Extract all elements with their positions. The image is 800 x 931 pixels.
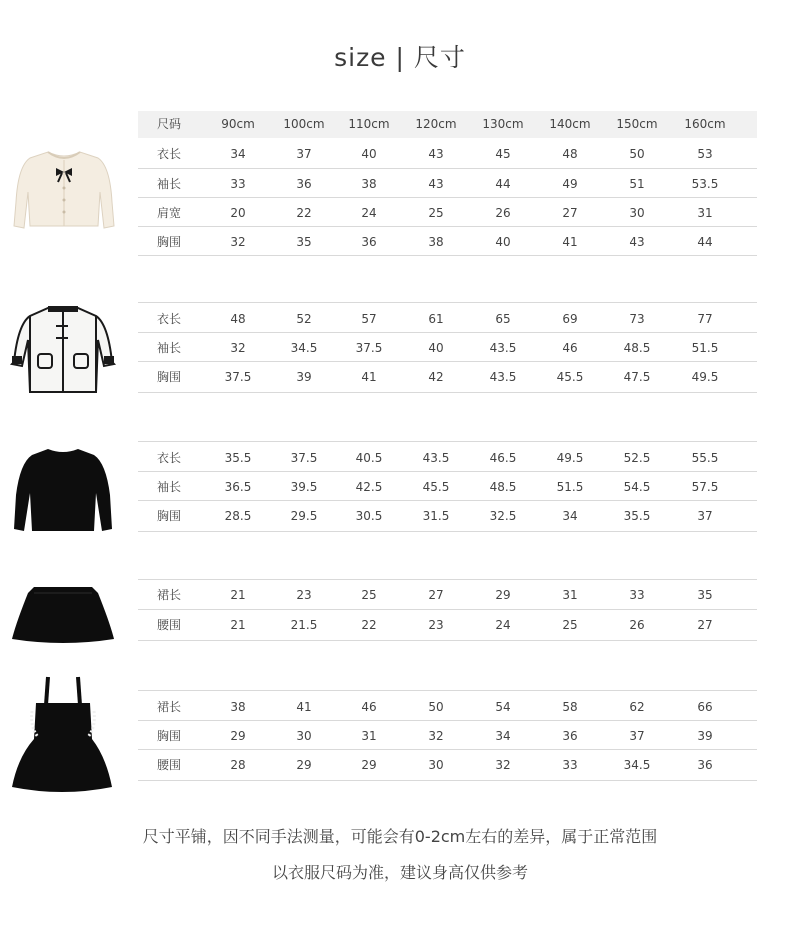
size-value-cell: 29: [495, 588, 511, 602]
size-value-cell: 55.5: [691, 451, 719, 465]
size-value-cell: 52.5: [623, 451, 651, 465]
size-value-cell: 48.5: [489, 480, 517, 494]
size-value-cell: 65: [495, 312, 511, 326]
size-value-cell: 27: [562, 206, 578, 220]
size-value-cell: 27: [697, 618, 713, 632]
pinafore-dress-image: [10, 675, 114, 793]
size-value-cell: 43.5: [422, 451, 450, 465]
size-value-cell: 43: [428, 177, 444, 191]
size-value-cell: 37: [629, 729, 645, 743]
size-value-cell: 36.5: [224, 480, 252, 494]
size-value-cell: 51.5: [691, 341, 719, 355]
size-value-cell: 35.5: [224, 451, 252, 465]
size-row: [138, 362, 757, 393]
size-value-cell: 28: [230, 758, 246, 772]
size-value-cell: 34.5: [290, 341, 318, 355]
size-value-cell: 31: [361, 729, 377, 743]
size-value-cell: 43: [428, 147, 444, 161]
row-label: 肩宽: [156, 206, 181, 220]
size-value-cell: 30: [629, 206, 645, 220]
size-value-cell: 51.5: [556, 480, 584, 494]
size-value-cell: 62: [629, 700, 645, 714]
header-cell: 130cm: [482, 117, 524, 131]
size-value-cell: 27: [428, 588, 444, 602]
size-value-cell: 33: [629, 588, 645, 602]
size-value-cell: 54: [495, 700, 511, 714]
size-value-cell: 53: [697, 147, 713, 161]
size-row: [138, 750, 757, 781]
size-value-cell: 35: [296, 235, 312, 249]
size-value-cell: 32: [428, 729, 444, 743]
size-value-cell: 35: [697, 588, 713, 602]
size-value-cell: 37.5: [290, 451, 318, 465]
row-label: 衣长: [156, 451, 181, 465]
size-value-cell: 36: [562, 729, 578, 743]
size-value-cell: 36: [296, 177, 312, 191]
size-value-cell: 31: [562, 588, 578, 602]
size-value-cell: 22: [296, 206, 312, 220]
size-row: [138, 198, 757, 227]
size-value-cell: 31.5: [422, 509, 450, 523]
size-value-cell: 30.5: [355, 509, 383, 523]
size-value-cell: 42.5: [355, 480, 383, 494]
footer-note-2: 以衣服尺码为准，建议身高仅供参考: [271, 863, 528, 882]
size-row: [138, 333, 757, 362]
size-value-cell: 30: [428, 758, 444, 772]
size-value-cell: 46: [361, 700, 377, 714]
size-value-cell: 23: [296, 588, 312, 602]
size-row: [138, 721, 757, 750]
footer-note-1: 尺寸平铺，因不同手法测量，可能会有0-2cm左右的差异，属于正常范围: [142, 827, 658, 846]
size-value-cell: 39: [296, 370, 312, 384]
size-value-cell: 41: [562, 235, 578, 249]
size-value-cell: 36: [697, 758, 713, 772]
group-divider: [138, 441, 757, 442]
size-value-cell: 49.5: [556, 451, 584, 465]
size-row: [138, 304, 757, 333]
size-value-cell: 22: [361, 618, 377, 632]
size-row: [138, 692, 757, 721]
size-value-cell: 32.5: [489, 509, 517, 523]
size-value-cell: 34: [495, 729, 511, 743]
size-value-cell: 40.5: [355, 451, 383, 465]
skirt-image: [10, 583, 116, 645]
row-label: 胸围: [156, 235, 181, 249]
size-value-cell: 40: [361, 147, 377, 161]
row-label: 袖长: [156, 341, 181, 355]
size-value-cell: 36: [361, 235, 377, 249]
size-value-cell: 57: [361, 312, 377, 326]
size-value-cell: 38: [230, 700, 246, 714]
size-value-cell: 35.5: [623, 509, 651, 523]
size-value-cell: 30: [296, 729, 312, 743]
header-cell: 尺码: [156, 117, 181, 131]
row-label: 胸围: [156, 370, 181, 384]
quilted-jacket-image: [8, 304, 118, 400]
size-value-cell: 24: [361, 206, 377, 220]
size-value-cell: 25: [361, 588, 377, 602]
row-label: 衣长: [156, 147, 181, 161]
size-value-cell: 52: [296, 312, 312, 326]
size-value-cell: 54.5: [623, 480, 651, 494]
size-value-cell: 69: [562, 312, 578, 326]
size-value-cell: 43.5: [489, 341, 517, 355]
size-value-cell: 32: [495, 758, 511, 772]
size-value-cell: 37: [296, 147, 312, 161]
size-value-cell: 21: [230, 618, 246, 632]
page-title: size | 尺寸: [334, 43, 466, 72]
size-value-cell: 25: [562, 618, 578, 632]
size-value-cell: 48.5: [623, 341, 651, 355]
size-value-cell: 73: [629, 312, 645, 326]
size-value-cell: 32: [230, 235, 246, 249]
row-label: 裙长: [156, 588, 181, 602]
row-label: 袖长: [156, 177, 181, 191]
size-value-cell: 49.5: [691, 370, 719, 384]
size-value-cell: 37.5: [355, 341, 383, 355]
size-value-cell: 49: [562, 177, 578, 191]
header-cell: 110cm: [348, 117, 390, 131]
size-header-row: [138, 111, 757, 138]
size-value-cell: 29: [296, 758, 312, 772]
size-value-cell: 42: [428, 370, 444, 384]
size-value-cell: 47.5: [623, 370, 651, 384]
size-value-cell: 51: [629, 177, 645, 191]
size-value-cell: 66: [697, 700, 713, 714]
group-divider: [138, 302, 757, 303]
size-value-cell: 57.5: [691, 480, 719, 494]
size-value-cell: 40: [428, 341, 444, 355]
size-value-cell: 38: [361, 177, 377, 191]
size-value-cell: 37.5: [224, 370, 252, 384]
size-value-cell: 44: [697, 235, 713, 249]
size-value-cell: 21: [230, 588, 246, 602]
cardigan-image: [12, 146, 116, 232]
size-value-cell: 24: [495, 618, 511, 632]
size-value-cell: 39: [697, 729, 713, 743]
size-row: [138, 501, 757, 532]
size-value-cell: 58: [562, 700, 578, 714]
header-cell: 100cm: [283, 117, 325, 131]
header-cell: 120cm: [415, 117, 457, 131]
size-row: [138, 443, 757, 472]
size-row: [138, 610, 757, 641]
size-row: [138, 472, 757, 501]
size-value-cell: 33: [230, 177, 246, 191]
size-row: [138, 227, 757, 256]
size-value-cell: 40: [495, 235, 511, 249]
size-value-cell: 48: [230, 312, 246, 326]
size-value-cell: 25: [428, 206, 444, 220]
size-value-cell: 34: [562, 509, 578, 523]
size-value-cell: 29: [361, 758, 377, 772]
size-row: [138, 580, 757, 610]
size-value-cell: 46: [562, 341, 578, 355]
size-value-cell: 45.5: [556, 370, 584, 384]
size-value-cell: 29: [230, 729, 246, 743]
size-value-cell: 38: [428, 235, 444, 249]
size-value-cell: 48: [562, 147, 578, 161]
size-value-cell: 21.5: [290, 618, 318, 632]
size-value-cell: 53.5: [691, 177, 719, 191]
size-value-cell: 32: [230, 341, 246, 355]
size-value-cell: 26: [629, 618, 645, 632]
row-label: 胸围: [156, 509, 181, 523]
row-label: 袖长: [156, 480, 181, 494]
row-label: 胸围: [156, 729, 181, 743]
size-value-cell: 77: [697, 312, 713, 326]
size-value-cell: 20: [230, 206, 246, 220]
header-cell: 90cm: [221, 117, 255, 131]
size-value-cell: 41: [361, 370, 377, 384]
size-value-cell: 39.5: [290, 480, 318, 494]
size-row: [138, 169, 757, 198]
size-value-cell: 43.5: [489, 370, 517, 384]
size-value-cell: 28.5: [224, 509, 252, 523]
row-label: 腰围: [156, 758, 181, 772]
size-value-cell: 45.5: [422, 480, 450, 494]
size-value-cell: 31: [697, 206, 713, 220]
size-value-cell: 34: [230, 147, 246, 161]
header-cell: 140cm: [549, 117, 591, 131]
row-label: 腰围: [156, 618, 181, 632]
size-value-cell: 45: [495, 147, 511, 161]
size-value-cell: 61: [428, 312, 444, 326]
size-value-cell: 50: [629, 147, 645, 161]
header-cell: 160cm: [684, 117, 726, 131]
size-value-cell: 23: [428, 618, 444, 632]
row-label: 裙长: [156, 700, 181, 714]
size-value-cell: 41: [296, 700, 312, 714]
size-value-cell: 44: [495, 177, 511, 191]
black-knit-top-image: [10, 445, 116, 535]
group-divider: [138, 690, 757, 691]
size-value-cell: 37: [697, 509, 713, 523]
size-value-cell: 34.5: [623, 758, 651, 772]
row-label: 衣长: [156, 312, 181, 326]
size-value-cell: 33: [562, 758, 578, 772]
header-cell: 150cm: [616, 117, 658, 131]
size-value-cell: 26: [495, 206, 511, 220]
size-value-cell: 50: [428, 700, 444, 714]
size-value-cell: 29.5: [290, 509, 318, 523]
size-value-cell: 46.5: [489, 451, 517, 465]
size-value-cell: 43: [629, 235, 645, 249]
size-row: [138, 139, 757, 169]
